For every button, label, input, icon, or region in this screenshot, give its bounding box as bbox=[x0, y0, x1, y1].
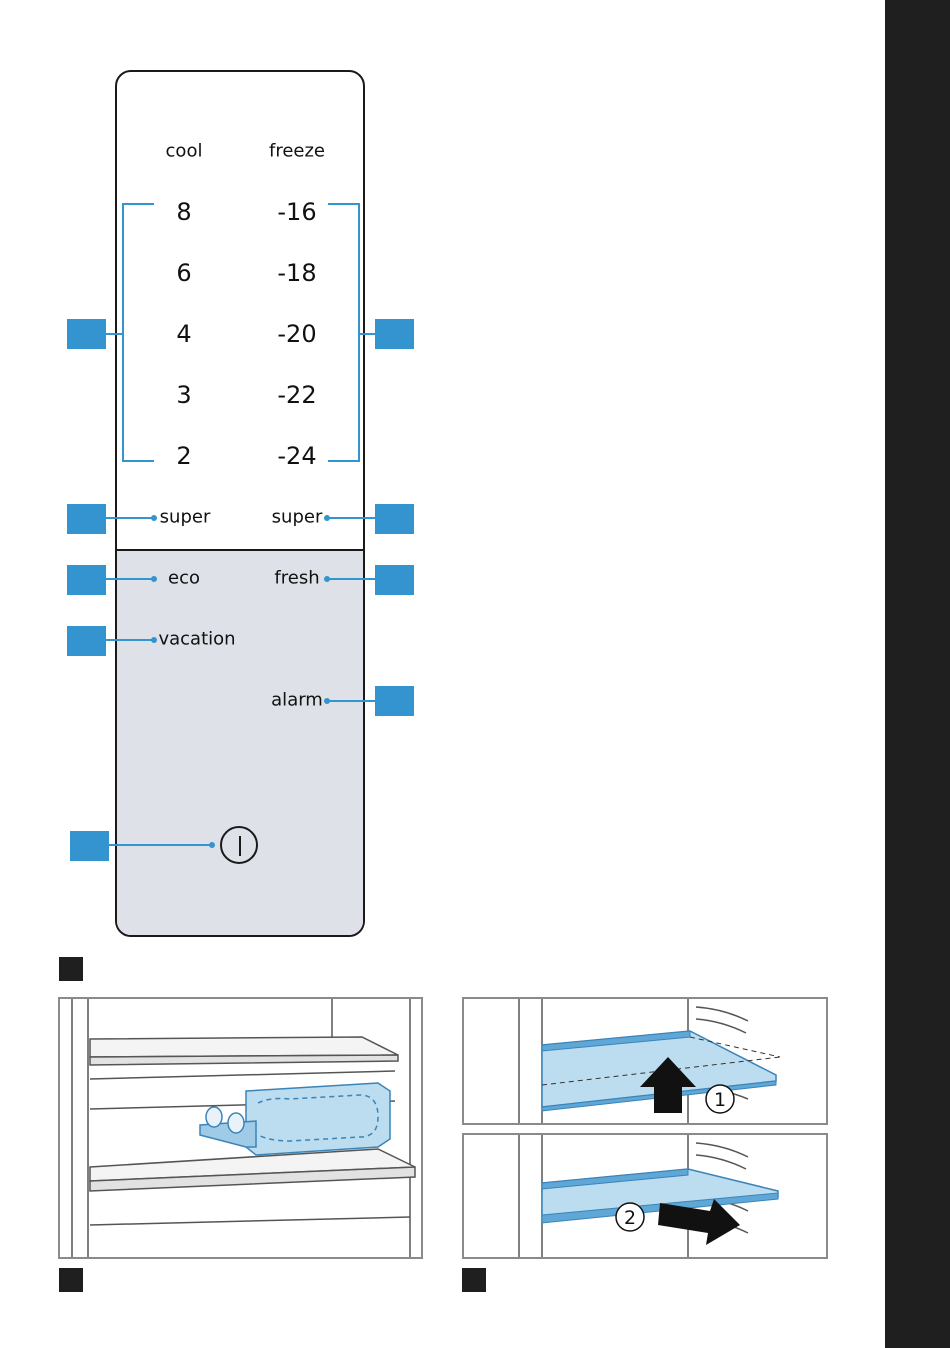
freeze-temp-24[interactable]: -24 bbox=[277, 442, 317, 470]
alarm-button[interactable]: alarm bbox=[271, 689, 323, 711]
callout-fresh bbox=[375, 565, 414, 595]
cool-temp-3[interactable]: 3 bbox=[176, 381, 192, 409]
power-leader bbox=[109, 844, 212, 846]
power-icon[interactable] bbox=[220, 826, 258, 864]
freeze-bracket-leader bbox=[359, 333, 376, 335]
super-freeze-button[interactable]: super bbox=[271, 506, 323, 528]
callout-vacation bbox=[67, 626, 106, 656]
super-cool-button[interactable]: super bbox=[159, 506, 211, 528]
shelf-pull-drawing bbox=[464, 1135, 826, 1257]
callout-super-freeze bbox=[375, 504, 414, 534]
step-2-number: 2 bbox=[623, 1207, 637, 1229]
eco-leader bbox=[106, 578, 154, 580]
vacation-leader bbox=[106, 639, 154, 641]
eco-button[interactable]: eco bbox=[168, 567, 200, 589]
fresh-button[interactable]: fresh bbox=[274, 567, 320, 589]
control-panel-lower-section bbox=[117, 549, 363, 937]
callout-eco bbox=[67, 565, 106, 595]
figure-marker-bottle-rack bbox=[59, 1268, 83, 1292]
page-edge-tab bbox=[885, 0, 950, 1348]
cool-bracket-leader bbox=[106, 333, 123, 335]
callout-freeze-temperature bbox=[375, 319, 414, 349]
freeze-temp-20[interactable]: -20 bbox=[277, 320, 317, 348]
cool-temp-2[interactable]: 2 bbox=[176, 442, 192, 470]
callout-cool-temperature bbox=[67, 319, 106, 349]
freeze-temp-22[interactable]: -22 bbox=[277, 381, 317, 409]
cool-bracket-top bbox=[122, 203, 154, 205]
vacation-button[interactable]: vacation bbox=[158, 628, 236, 650]
freeze-bracket-top bbox=[328, 203, 360, 205]
step-1-number: 1 bbox=[713, 1089, 727, 1111]
cool-temp-8[interactable]: 8 bbox=[176, 198, 192, 226]
bottle-rack-drawing bbox=[60, 999, 421, 1257]
callout-power bbox=[70, 831, 109, 861]
shelf-pull-illustration bbox=[462, 1133, 828, 1259]
super-freeze-leader bbox=[327, 517, 376, 519]
cool-temp-4[interactable]: 4 bbox=[176, 320, 192, 348]
cool-temp-6[interactable]: 6 bbox=[176, 259, 192, 287]
freeze-temp-16[interactable]: -16 bbox=[277, 198, 317, 226]
fresh-leader bbox=[327, 578, 376, 580]
freeze-temp-18[interactable]: -18 bbox=[277, 259, 317, 287]
control-panel bbox=[115, 70, 365, 937]
cool-bracket-bottom bbox=[122, 460, 154, 462]
super-cool-leader bbox=[106, 517, 154, 519]
bottle-rack-illustration bbox=[58, 997, 423, 1259]
figure-marker-shelf-removal bbox=[462, 1268, 486, 1292]
cool-label: cool bbox=[165, 140, 203, 162]
alarm-leader bbox=[327, 700, 376, 702]
figure-marker-panel bbox=[59, 957, 83, 981]
callout-alarm bbox=[375, 686, 414, 716]
shelf-lift-illustration bbox=[462, 997, 828, 1125]
shelf-lift-drawing bbox=[464, 999, 826, 1123]
freeze-bracket-bottom bbox=[328, 460, 360, 462]
freeze-label: freeze bbox=[268, 140, 326, 162]
callout-super-cool bbox=[67, 504, 106, 534]
